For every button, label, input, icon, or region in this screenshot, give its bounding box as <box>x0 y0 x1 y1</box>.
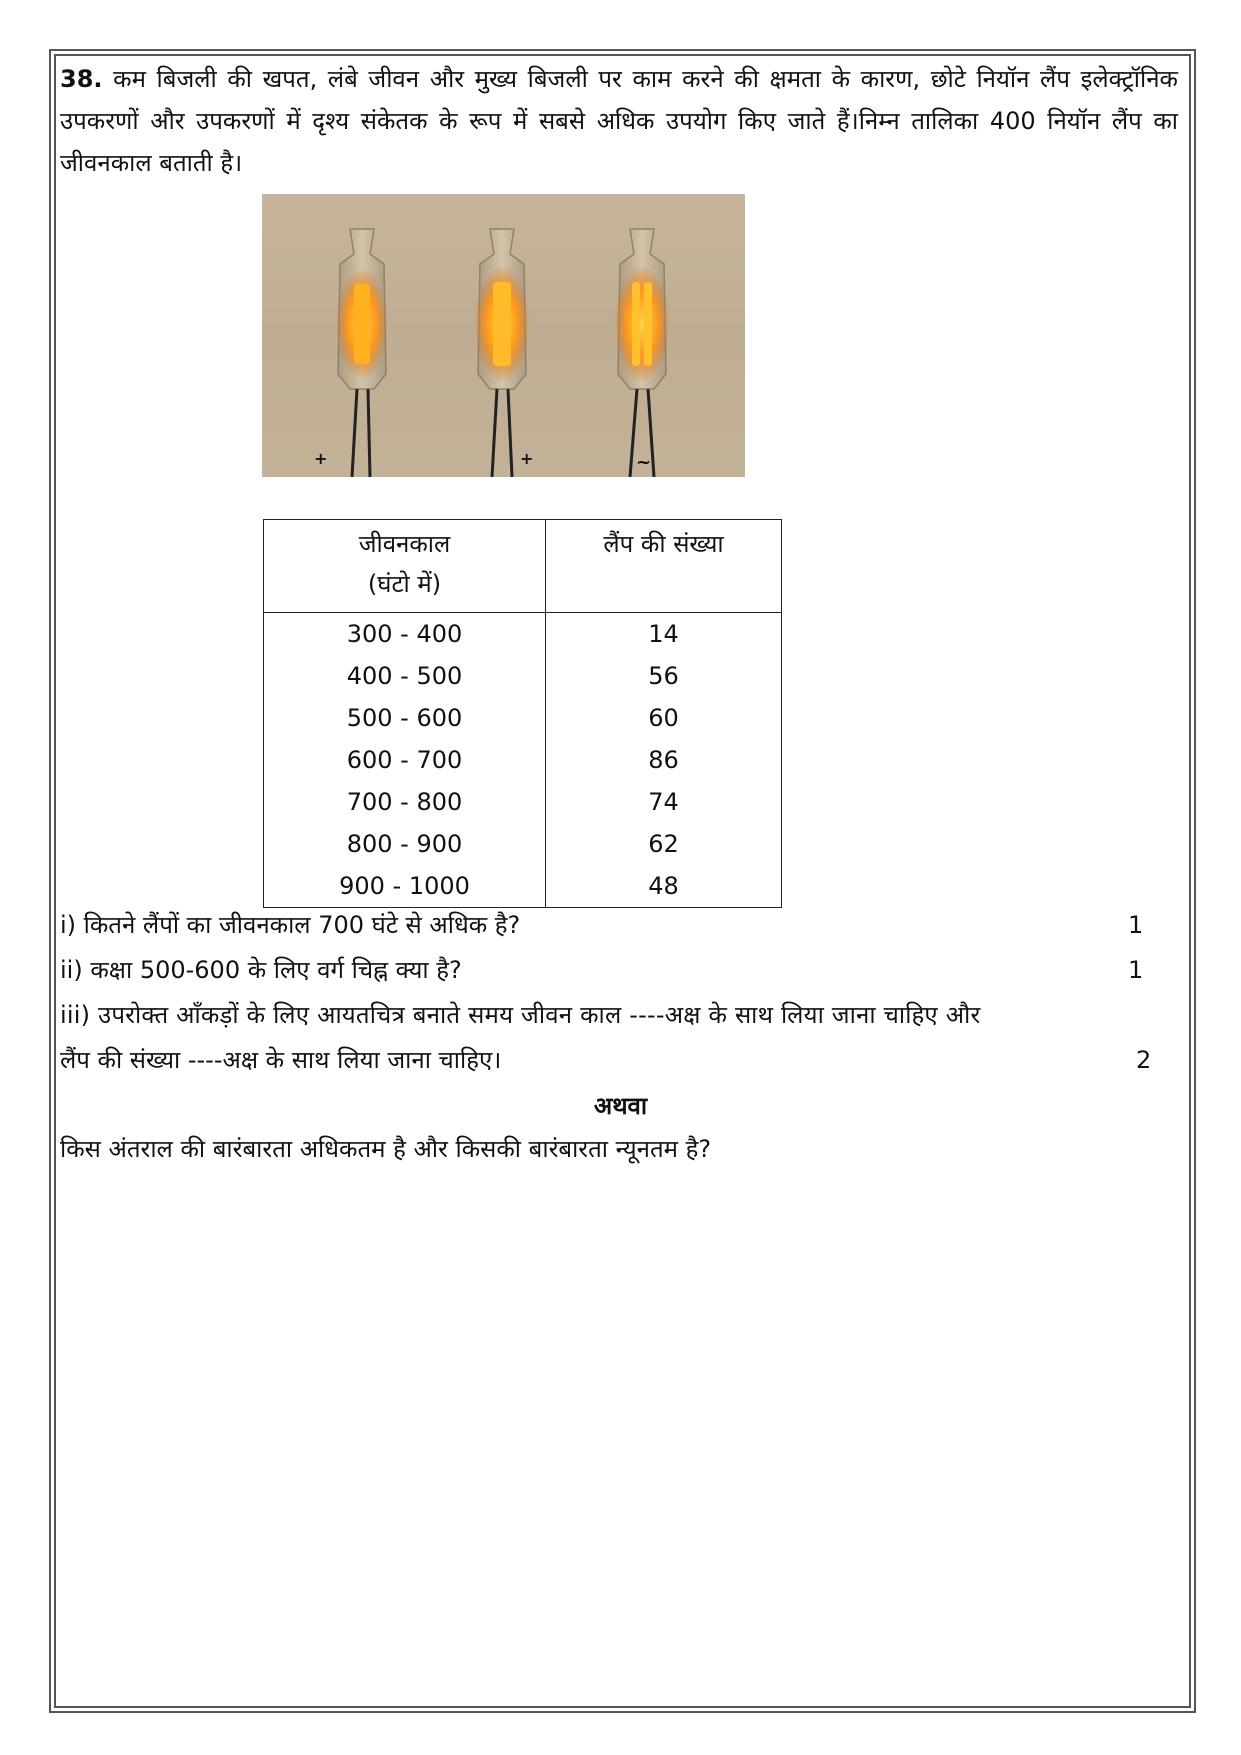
lamp-2-label: + <box>520 449 534 468</box>
neon-lamps-photo <box>262 194 745 477</box>
table-row <box>264 655 782 697</box>
question-paragraph <box>60 58 1178 184</box>
subquestion-3-line2: लैंप की संख्या ----अक्ष के साथ लिया जाना चाहिए। <box>60 1046 502 1074</box>
table-row <box>264 739 782 781</box>
subquestion-1: i) कितने लैंपों का जीवनकाल 700 घंटे से अधिक है? <box>60 911 521 939</box>
or-label: अथवा <box>593 1092 648 1120</box>
lamp-1-label: + <box>314 449 328 468</box>
question-text: कम बिजली की खपत, लंबे जीवन और मुख्य बिजली पर काम करने की क्षमता के कारण, छोटे नियॉन लैंप इलेक्ट्रॉनिक उपकरणों और उपकरणों में दृश्य संकेतक के रूप में सबसे अधिक उपयोग किए जाते हैं।निम्न तालिका 400 नियॉन लैंप का जीवनकाल बताती है। <box>60 65 1178 177</box>
count-cell: 62 <box>546 823 782 865</box>
table-header-row <box>264 520 782 613</box>
table-row <box>264 865 782 908</box>
header-lifetime <box>264 520 546 613</box>
interval-cell: 500 - 600 <box>264 697 546 739</box>
interval-cell: 400 - 500 <box>264 655 546 697</box>
lamp-3-label: ~ <box>636 452 652 473</box>
subquestion-3-marks: 2 <box>1136 1046 1152 1074</box>
question-intro <box>60 58 1178 184</box>
lamp-3 <box>614 229 670 477</box>
table-row <box>264 823 782 865</box>
subquestion-1-marks: 1 <box>1128 911 1144 939</box>
count-cell: 74 <box>546 781 782 823</box>
header-lifetime-line2: (घंटो में) <box>367 570 442 598</box>
table-row <box>264 781 782 823</box>
table-row <box>264 697 782 739</box>
interval-cell: 800 - 900 <box>264 823 546 865</box>
count-cell: 48 <box>546 865 782 908</box>
interval-cell: 700 - 800 <box>264 781 546 823</box>
alternate-question: किस अंतराल की बारंबारता अधिकतम है और किसकी बारंबारता न्यूनतम है? <box>60 1135 712 1163</box>
interval-cell: 900 - 1000 <box>264 865 546 908</box>
count-cell: 86 <box>546 739 782 781</box>
lamp-2 <box>474 229 533 477</box>
subquestion-3-line1: iii) उपरोक्त आँकड़ों के लिए आयतचित्र बनाते समय जीवन काल ----अक्ष के साथ लिया जाना चाहिए और <box>60 1001 981 1029</box>
subquestion-2-marks: 1 <box>1128 956 1144 984</box>
count-cell: 60 <box>546 697 782 739</box>
subquestion-2: ii) कक्षा 500-600 के लिए वर्ग चिह्न क्या है? <box>60 956 462 984</box>
question-number: 38. <box>60 65 103 93</box>
count-cell: 14 <box>546 613 782 656</box>
header-lifetime-line1: जीवनकाल <box>358 530 451 558</box>
interval-cell: 300 - 400 <box>264 613 546 656</box>
count-cell: 56 <box>546 655 782 697</box>
header-lamp-count: लैंप की संख्या <box>546 520 782 613</box>
table-row <box>264 613 782 656</box>
lamp-1 <box>314 229 388 477</box>
interval-cell: 600 - 700 <box>264 739 546 781</box>
lifetime-table <box>263 519 782 908</box>
